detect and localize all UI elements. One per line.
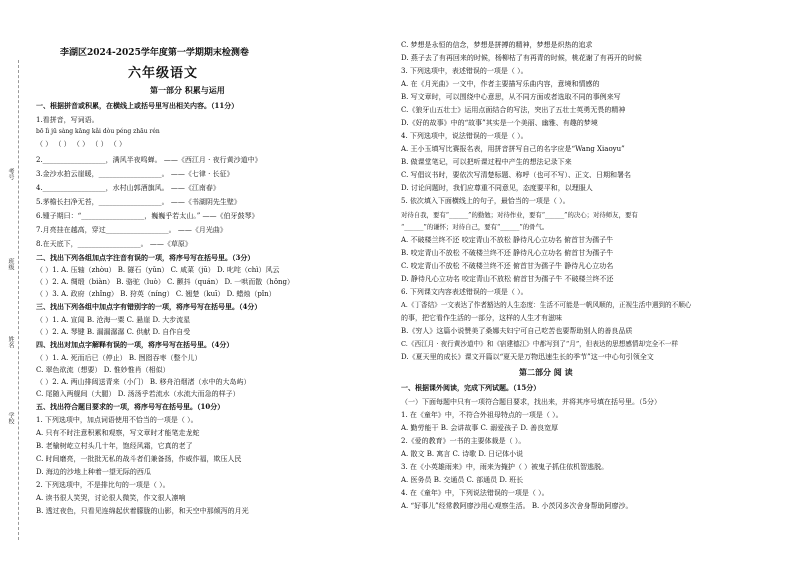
binding-margin-line — [18, 60, 20, 540]
option-line: C. 时间磨亮，一批批无私的战斗者们兼备扬，作威作福，欺压人民 — [36, 455, 242, 463]
option-line: B. 咬定青山不放松 不破楼兰终不还 静待凡心立功名 俯首甘为孺子牛 — [401, 249, 614, 257]
option-line: A. 勤劳能干 B. 会讲故事 C. 溺爱孩子 D. 善良宽厚 — [401, 424, 559, 432]
section-heading: 五、找出符合题目要求的一项，将序号写在括号里。（10分） — [36, 402, 225, 411]
option-line: C.《西江月 · 夜行黄沙道中》和《宿建德江》中都写到了“月”，但表达的思想感情却完全不一样 — [401, 340, 679, 348]
question-line: 6.锺子期曰：“__________________，巍巍乎若太山。” ——《伯牙鼓琴》 — [36, 212, 259, 220]
option-line: D. 静待凡心立功名 咬定青山不放松 俯首甘为孺子牛 不破楼兰终不还 — [401, 275, 614, 283]
section-heading: 二、找出下列各组加点字注音有误的一项，将序号写在括号里。（3分） — [36, 253, 255, 262]
question-line: 7.月亮挂在越高，穿过__________________。 ——《月光曲》 — [36, 226, 227, 234]
question-line: C. 尾随入两舰间（大腿） D. 汤汤乎若流水（水流大而急的样子） — [36, 390, 240, 398]
question-line: 4.__________________，水村山郭酒旗风。 ——《江南春》 — [36, 184, 220, 192]
option-line: B. 做课堂笔记，可以把听课过程中产生的想法记录下来 — [401, 158, 572, 166]
question-line: 2.__________________，满风半夜鸣蝉。 ——《西江月 · 夜行黄沙道中》 — [36, 156, 262, 164]
option-line: 的事，把它看作生活的一部分，这样的人生才有滋味 — [401, 314, 562, 322]
option-line: A. 只有不时注意积累和观察，写文章时才能笔走龙蛇 — [36, 429, 200, 437]
option-line: B. 写文章时，可以围绕中心意思，从不同方面或者选取不同的事例来写 — [401, 93, 621, 101]
option-line: C. 咬定青山不放松 不破楼兰终不还 俯首甘为孺子牛 静待凡心立功名 — [401, 262, 614, 270]
option-line: A. 不破楼兰终不还 咬定青山不放松 静待凡心立功名 俯首甘为孺子牛 — [401, 236, 614, 244]
option-line: B. 老榆树屹立村头几十年，饱经风霜，它真的老了 — [36, 442, 193, 450]
option-line: D. 燕子去了有再回来的时候，杨柳枯了有再青的时候，桃花谢了有再开的时候 — [401, 54, 642, 62]
question-line: （ ）1. A. 宣闻 B. 沧海一粟 C. 悬崖 D. 大步流星 — [36, 316, 191, 324]
passage-line: 对待自我，要有“______”的勤勉；对待作业，要有“______”的决心；对待师友，要有 — [401, 211, 638, 219]
question-line: 5. 依次填入下面横线上的句子，最恰当的一项是（ ）。 — [401, 197, 570, 205]
option-line: C.《狼牙山五壮士》运用点面结合的写法，突出了五壮士英勇无畏的精神 — [401, 106, 626, 114]
question-line: （ ）2. A. 琴键 B. 漏漏潺潺 C. 供献 D. 自作自受 — [36, 328, 191, 336]
question-line: （ ）1. A. 死而后已（停止） B. 囫囵吞枣（整个儿） — [36, 354, 202, 362]
part2-title: 第二部分 阅 读 — [519, 367, 573, 377]
option-line: B. 透过夜色，只看见连绵起伏着朦胧的山影，和天空中那倾泻的月光 — [36, 507, 249, 515]
option-line: A.《丁香结》一文表达了作者豁达的人生态度：生活不可能是一帆风顺的，正视生活中遇到的不顺心 — [401, 301, 692, 309]
question-line: 1. 在《童年》中，不符合外祖母特点的一项是（ ）。 — [401, 411, 563, 419]
question-line: 3. 下列选项中，表述错误的一项是（ ）。 — [401, 67, 528, 75]
question-line: 6. 下列课文内容表述错误的一项是（ ）。 — [401, 288, 528, 296]
question-line: 8.在天底下，__________________。 ——《草原》 — [36, 240, 192, 248]
option-line: D. 海边的沙地上种着一望无际的西瓜 — [36, 468, 151, 476]
margin-label-exam-number: 考号 — [7, 168, 14, 180]
margin-label-class: 班级 — [7, 258, 14, 270]
section-heading: 四、找出对加点字解释有误的一项，将序号写在括号里。（4分） — [36, 340, 234, 349]
option-line: B.《穷人》这篇小说赞美了桑娜夫妇宁可自己吃苦也要帮助别人的善良品质 — [401, 327, 633, 335]
question-line: （ ）2. A. 两山排闼送青来（小门） B. 移舟泊烟渚（水中的大岛屿） — [36, 378, 251, 386]
question-line: 3.金沙水拍云崖暖，__________________。 ——《七律 · 长征》 — [36, 170, 234, 178]
question-line: 1. 下列选项中，加点词语使用不恰当的一项是（ ）。 — [36, 416, 198, 424]
question-line: 2. 下列选项中，不是排比句的一项是（ ）。 — [36, 481, 170, 489]
option-line: A. 在《月光曲》一文中，作者主要描写乐曲内容，意境和情感的 — [401, 80, 600, 88]
margin-label-name: 姓名 — [7, 336, 14, 348]
pinyin-row: bō lì jū sàng kāng kǎi dòu péng zhāu rén — [36, 128, 160, 135]
option-line: A. 散文 B. 寓言 C. 诗歌 D. 日记体小说 — [401, 450, 524, 458]
section-heading: 一、根据课外阅读，完成下列试题。（15分） — [401, 383, 541, 392]
section-heading: 一、根据拼音或积累，在横线上或括号里写出相关内容。（11分） — [36, 101, 239, 110]
margin-label-school: 学校 — [7, 412, 14, 424]
question-line: （ ）1. A. 压轴（zhòu） B. 隧石（yǔn） C. 咸菜（jū） D. 叱咤（chì）风云 — [36, 266, 280, 274]
option-line: D.《好的故事》中的“故事”其实是一个美丽、幽雅、有趣的梦境 — [401, 119, 598, 127]
section-heading: 三、找出下列各组中加点字有错别字的一项，将序号写在括号里。（4分） — [36, 302, 262, 311]
part1-title: 第一部分 积累与运用 — [150, 85, 225, 95]
option-line: C. 写倡议书时，要依次写清楚标题、称呼（也可不写）、正文、日期和署名 — [401, 171, 632, 179]
option-line: D.《夏天里的成长》课文开篇以“夏天是万物迅速生长的季节”这一中心句引领全文 — [401, 353, 654, 361]
question-line: （ ）3. A. 政府（zhǐng） B. 狩英（níng） C. 翘楚（kuī） D. 蜡烛（pǐn） — [36, 290, 276, 298]
question-line: （ ）2. A. 绸缎（biàn） B. 骆驼（luò） C. 颤抖（quán） D. 一哄而散（hǒng） — [36, 278, 295, 286]
question-line: （一）下面每题中只有一项符合题目要求，找出来，并将其序号填在括号里。（5分） — [401, 398, 661, 406]
grade-title: 六年级语文 — [128, 66, 199, 81]
question-line: 3. 在《小英雄雨来》中，雨来为掩护（ ）被鬼子抓住依机智逃脱。 — [401, 463, 609, 471]
question-line: 4. 在《童年》中，下列说法错误的一项是（ ）。 — [401, 489, 549, 497]
option-line: A. 王小玉填写比赛报名表，用拼音拼写自己的名字应是“Wang Xiaoyu” — [401, 145, 625, 153]
option-line: C. 梦想是永恒的信念，梦想是拼搏的精神，梦想是炽热的追求 — [401, 41, 593, 49]
option-line: A. 读书很人笑哭，讨论很人微笑，作文很人凛响 — [36, 494, 186, 502]
question-line: 1.看拼音，写词语。 — [36, 116, 99, 124]
question-line: 4. 下列选项中，说法错误的一项是（ ）。 — [401, 132, 528, 140]
question-line: 5.茅檐长扫净无苔，__________________。 ——《书湖阴先生壁》 — [36, 198, 241, 206]
option-line: A. 医务员 B. 交通员 C. 部通员 D. 班长 — [401, 476, 524, 484]
option-line: D. 讨论问题时，我们应尊重不同意见，态度要平和，以理服人 — [401, 184, 593, 192]
question-line: 2.《爱的教育》一书的主要体裁是（ ）。 — [401, 437, 526, 445]
exam-title: 李湖区2024-2025学年度第一学期期末检测卷 — [60, 48, 249, 58]
answer-box-row: （ ） （ ） （ ） （ ） （ ） — [36, 140, 127, 148]
passage-line: “______”的谦怀；对待自己，要有“______”的骨气。 — [401, 223, 549, 231]
option-line: A. “好事儿”经常教阿廖沙用心观察生活。 B. 小茨冈多次舍身帮助阿廖沙。 — [401, 502, 633, 510]
question-line: C. 翠色欲流（想要） D. 惟妙惟肖（相似） — [36, 366, 170, 374]
